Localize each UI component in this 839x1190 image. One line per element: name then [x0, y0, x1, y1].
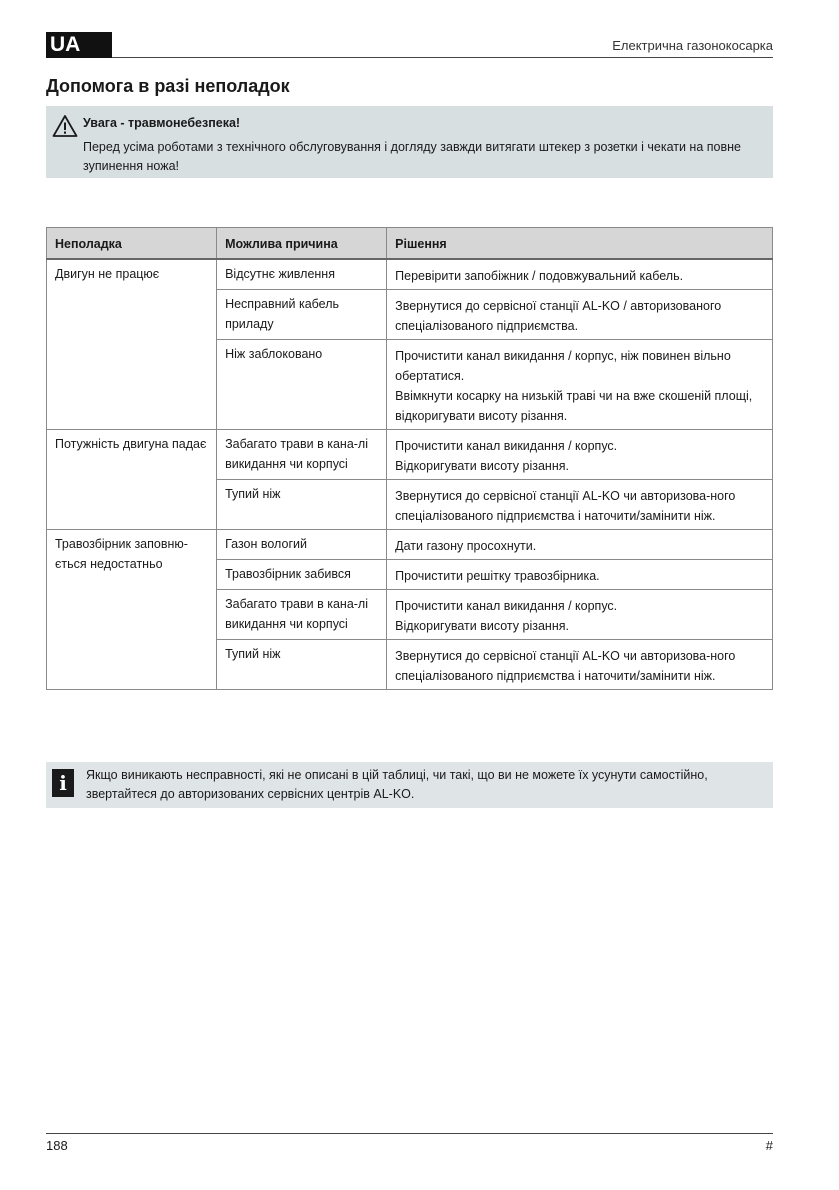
cause-cell: Тупий ніж: [217, 480, 387, 530]
solution-line: Відкоригувати висоту різання.: [395, 619, 569, 633]
cause-cell: Газон вологий: [217, 530, 387, 560]
footer-divider: [46, 1133, 773, 1134]
solution-cell: [387, 640, 773, 690]
solution-cell: [387, 259, 773, 290]
solution-cell: [387, 590, 773, 640]
header-solution: Рішення: [387, 228, 773, 260]
solution-line: Прочистити канал викидання / корпус.: [395, 599, 618, 613]
solution-line: Відкоригувати висоту різання.: [395, 459, 569, 473]
cause-cell: Забагато трави в кана-лі викидання чи корпусі: [217, 430, 387, 480]
troubleshooting-table: [46, 227, 773, 690]
solution-line: Звернутися до сервісної станції AL-KO / авторизованого спеціалізованого підприємства.: [395, 299, 722, 333]
header-divider: [112, 57, 773, 58]
page-mark: #: [765, 1138, 773, 1153]
page-header: [46, 32, 773, 58]
cause-cell: Тупий ніж: [217, 640, 387, 690]
solution-cell: [387, 480, 773, 530]
solution-cell: [387, 340, 773, 430]
warning-triangle-icon: [52, 114, 78, 138]
header-cause: Можлива причина: [217, 228, 387, 260]
document-title: Електрична газонокосарка: [612, 38, 773, 53]
solution-line: Прочистити канал викидання / корпус.: [395, 439, 618, 453]
solution-cell: [387, 290, 773, 340]
solution-line: Прочистити решітку травозбірника.: [395, 569, 600, 583]
cause-cell: Забагато трави в кана-лі викидання чи корпусі: [217, 590, 387, 640]
table-row: [47, 530, 773, 560]
info-icon: i: [52, 769, 74, 797]
fault-cell: Потужність двигуна падає: [47, 430, 217, 530]
cause-cell: Несправний кабель приладу: [217, 290, 387, 340]
info-text: Якщо виникають несправності, які не описані в цій таблиці, чи такі, що ви не можете їх усунути самостійно, звертайтеся до авторизованих сервісних центрів AL-KO.: [86, 768, 708, 801]
solution-cell: [387, 430, 773, 480]
warning-box: [46, 106, 773, 178]
solution-line: Прочистити канал викидання / корпус, ніж повинен вільно обертатися.: [395, 349, 731, 383]
language-badge: UA: [46, 32, 112, 58]
solution-line: Звернутися до сервісної станції AL-KO чи авторизова-ного спеціалізованого підприємства і наточити/замінити ніж.: [395, 489, 736, 523]
fault-cell: Двигун не працює: [47, 259, 217, 430]
warning-title: Увага - травмонебезпека!: [83, 116, 241, 130]
solution-line: Звернутися до сервісної станції AL-KO чи авторизова-ного спеціалізованого підприємства і наточити/замінити ніж.: [395, 649, 736, 683]
cause-cell: Відсутнє живлення: [217, 259, 387, 290]
cause-cell: Ніж заблоковано: [217, 340, 387, 430]
section-title: Допомога в разі неполадок: [46, 76, 290, 96]
info-box: [46, 762, 773, 808]
solution-cell: [387, 560, 773, 590]
warning-text: Перед усіма роботами з технічного обслуговування і догляду завжди витягати штекер з розетки і чекати на повне зупинення ножа!: [83, 140, 741, 173]
header-fault: Неполадка: [47, 228, 217, 260]
table-row: [47, 430, 773, 480]
table-header-row: [47, 228, 773, 260]
cause-cell: Травозбірник забився: [217, 560, 387, 590]
table-row: [47, 259, 773, 290]
solution-line: Ввімкнути косарку на низькій траві чи на вже скошеній площі, відкоригувати висоту різання.: [395, 389, 753, 423]
fault-cell: Травозбірник заповню-ється недостатньо: [47, 530, 217, 690]
solution-line: Перевірити запобіжник / подовжувальний кабель.: [395, 269, 684, 283]
solution-cell: [387, 530, 773, 560]
page-number: 188: [46, 1138, 68, 1153]
solution-line: Дати газону просохнути.: [395, 539, 537, 553]
